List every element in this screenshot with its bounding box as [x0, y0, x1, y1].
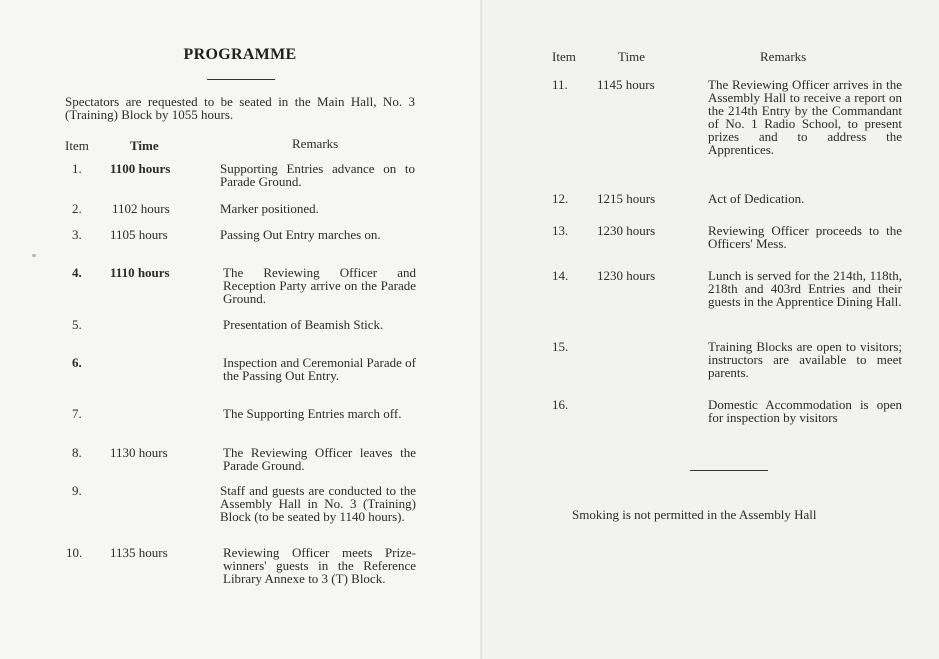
item-remarks: The Supporting Entries march off.	[223, 406, 402, 421]
end-divider	[690, 470, 768, 471]
item-remarks: Act of Dedication.	[708, 191, 805, 206]
item-remarks: The Reviewing Officer leaves the Parade Ground.	[223, 445, 416, 473]
page-title: PROGRAMME	[183, 46, 297, 63]
item-number: 1.	[72, 161, 82, 176]
item-remarks: Presentation of Beamish Stick.	[223, 317, 384, 332]
item-remarks: Training Blocks are open to visitors; instructors are available to meet parents.	[708, 339, 902, 380]
header-time: Time	[618, 49, 645, 64]
item-number: 6.	[72, 355, 82, 370]
item-time: 1105 hours	[110, 227, 168, 242]
smoking-notice: Smoking is not permitted in the Assembly Hall	[572, 507, 817, 522]
item-number: 3.	[72, 227, 82, 242]
item-remarks: Reviewing Officer meets Prize-winners' guests in the Reference Library Annexe to 3 (T) Block.	[223, 545, 416, 586]
item-time: 1130 hours	[110, 445, 168, 460]
item-remarks: Passing Out Entry marches on.	[220, 227, 381, 242]
item-time: 1145 hours	[597, 77, 655, 92]
item-remarks: The Reviewing Officer and Reception Party arrive on the Parade Ground.	[223, 265, 416, 306]
paper-speck	[32, 254, 36, 257]
item-number: 7.	[72, 406, 82, 421]
item-number: 16.	[552, 397, 569, 412]
item-remarks: Domestic Accommodation is open for inspection by visitors	[708, 397, 902, 425]
item-number: 13.	[552, 223, 569, 238]
item-number: 9.	[72, 483, 82, 498]
intro-text: Spectators are requested to be seated in the Main Hall, No. 3 (Training) Block by 1055 hours.	[65, 94, 415, 122]
item-number: 12.	[552, 191, 569, 206]
item-number: 4.	[72, 265, 82, 280]
item-time: 1230 hours	[597, 268, 656, 283]
item-remarks: Marker positioned.	[220, 201, 319, 216]
item-time: 1102 hours	[112, 201, 170, 216]
item-number: 15.	[552, 339, 569, 354]
item-remarks: Supporting Entries advance on to Parade Ground.	[220, 161, 415, 189]
item-remarks: Inspection and Ceremonial Parade of the Passing Out Entry.	[223, 355, 416, 383]
item-remarks: Reviewing Officer proceeds to the Officers' Mess.	[708, 223, 902, 251]
item-time: 1215 hours	[597, 191, 656, 206]
title-divider	[207, 79, 275, 80]
item-remarks: Lunch is served for the 214th, 118th, 218th and 403rd Entries and their guests in the Apprentice Dining Hall.	[708, 268, 902, 309]
item-number: 14.	[552, 268, 569, 283]
item-remarks: Staff and guests are conducted to the Assembly Hall in No. 3 (Training) Block (to be seated by 1140 hours).	[220, 483, 416, 524]
item-number: 11.	[552, 77, 568, 92]
item-time: 1135 hours	[110, 545, 168, 560]
item-time: 1230 hours	[597, 223, 656, 238]
item-time: 1100 hours	[110, 161, 171, 176]
header-remarks: Remarks	[292, 136, 339, 151]
header-item: Item	[65, 138, 89, 153]
header-time: Time	[130, 138, 159, 153]
item-number: 10.	[66, 545, 83, 560]
header-remarks: Remarks	[760, 49, 807, 64]
item-number: 5.	[72, 317, 82, 332]
header-item: Item	[552, 49, 576, 64]
item-time: 1110 hours	[110, 265, 170, 280]
right-page	[482, 0, 939, 659]
item-number: 8.	[72, 445, 82, 460]
item-remarks: The Reviewing Officer arrives in the Assembly Hall to receive a report on the 214th Entry by the Commandant of No. 1 Radio School, to present prizes and to address the Apprentices.	[708, 77, 902, 157]
item-number: 2.	[72, 201, 82, 216]
